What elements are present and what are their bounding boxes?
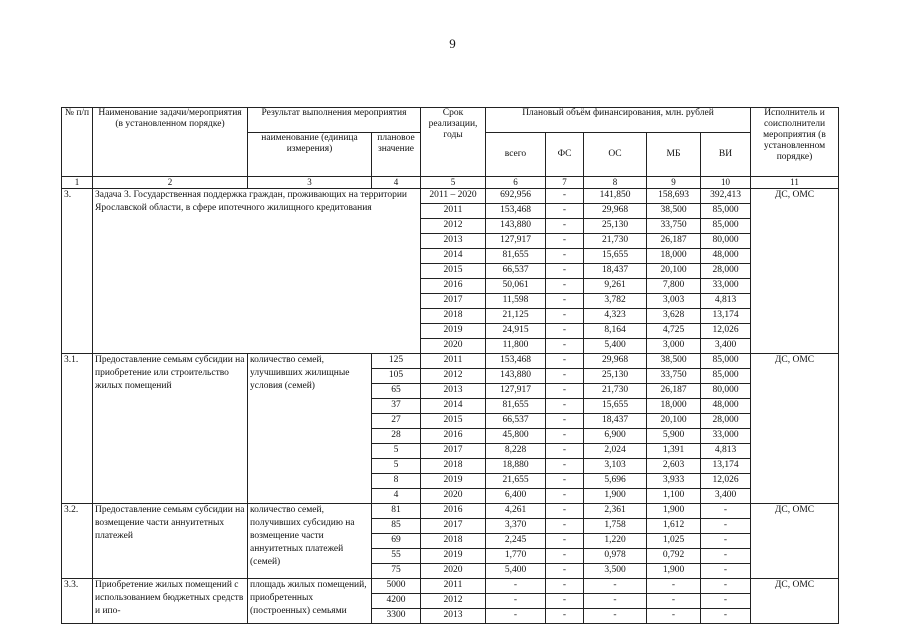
amount-fs: -: [546, 219, 584, 234]
amount-fs: -: [546, 369, 584, 384]
year: 2011: [421, 354, 486, 369]
amount-os: 2,361: [584, 504, 647, 519]
amount-total: 153,468: [486, 204, 546, 219]
amount-mb: 26,187: [647, 234, 701, 249]
amount-vi: 85,000: [701, 369, 751, 384]
amount-mb: 18,000: [647, 249, 701, 264]
amount-total: 81,655: [486, 399, 546, 414]
amount-total: 21,125: [486, 309, 546, 324]
column-number: 9: [647, 177, 701, 189]
executor: ДС, ОМС: [751, 504, 839, 579]
amount-os: 2,024: [584, 444, 647, 459]
year: 2012: [421, 594, 486, 609]
amount-fs: -: [546, 444, 584, 459]
table-row: [62, 504, 839, 519]
amount-os: 4,323: [584, 309, 647, 324]
header-term: Срок реализации, годы: [421, 108, 486, 177]
amount-os: 18,437: [584, 414, 647, 429]
amount-fs: -: [546, 279, 584, 294]
amount-fs: -: [546, 309, 584, 324]
header-total: всего: [486, 133, 546, 177]
amount-total: 24,915: [486, 324, 546, 339]
amount-mb: 38,500: [647, 354, 701, 369]
year: 2012: [421, 369, 486, 384]
amount-mb: 33,750: [647, 369, 701, 384]
amount-os: 25,130: [584, 369, 647, 384]
amount-vi: 33,000: [701, 279, 751, 294]
plan-value: 27: [372, 414, 421, 429]
amount-mb: 3,000: [647, 339, 701, 354]
amount-mb: 1,025: [647, 534, 701, 549]
amount-total: -: [486, 609, 546, 624]
amount-os: 5,696: [584, 474, 647, 489]
amount-os: 15,655: [584, 399, 647, 414]
year: 2020: [421, 564, 486, 579]
column-number: 6: [486, 177, 546, 189]
executor: ДС, ОМС: [751, 189, 839, 354]
year: 2018: [421, 534, 486, 549]
amount-vi: -: [701, 549, 751, 564]
amount-total: 143,880: [486, 369, 546, 384]
amount-mb: 1,612: [647, 519, 701, 534]
amount-mb: 1,900: [647, 564, 701, 579]
amount-os: 5,400: [584, 339, 647, 354]
amount-mb: 1,100: [647, 489, 701, 504]
column-number: 1: [62, 177, 93, 189]
year: 2020: [421, 339, 486, 354]
amount-total: -: [486, 594, 546, 609]
amount-fs: -: [546, 609, 584, 624]
financing-table: [61, 107, 839, 624]
table-row: [62, 579, 839, 594]
amount-total: 143,880: [486, 219, 546, 234]
amount-mb: 158,693: [647, 189, 701, 204]
amount-mb: 3,003: [647, 294, 701, 309]
amount-vi: -: [701, 534, 751, 549]
plan-value: 75: [372, 564, 421, 579]
amount-fs: -: [546, 399, 584, 414]
year: 2019: [421, 324, 486, 339]
amount-os: 1,220: [584, 534, 647, 549]
header-fs: ФС: [546, 133, 584, 177]
amount-vi: 3,400: [701, 339, 751, 354]
result-name: количество семей, улучшивших жилищные условия (семей): [248, 354, 372, 504]
amount-vi: 33,000: [701, 429, 751, 444]
amount-os: 29,968: [584, 204, 647, 219]
column-number: 4: [372, 177, 421, 189]
amount-total: 18,880: [486, 459, 546, 474]
amount-total: 11,598: [486, 294, 546, 309]
amount-vi: 28,000: [701, 264, 751, 279]
amount-os: -: [584, 579, 647, 594]
amount-vi: 48,000: [701, 249, 751, 264]
amount-fs: -: [546, 594, 584, 609]
row-number: 3.1.: [62, 354, 93, 504]
year: 2012: [421, 219, 486, 234]
executor: ДС, ОМС: [751, 354, 839, 504]
column-number-row: [62, 177, 839, 189]
year: 2016: [421, 429, 486, 444]
row-number: 3.2.: [62, 504, 93, 579]
amount-total: 66,537: [486, 264, 546, 279]
amount-vi: -: [701, 609, 751, 624]
amount-total: 50,061: [486, 279, 546, 294]
year: 2017: [421, 444, 486, 459]
column-number: 11: [751, 177, 839, 189]
year: 2013: [421, 234, 486, 249]
amount-os: 3,500: [584, 564, 647, 579]
plan-value: 125: [372, 354, 421, 369]
amount-os: 8,164: [584, 324, 647, 339]
header-num: № п/п: [62, 108, 93, 177]
amount-total: 127,917: [486, 384, 546, 399]
amount-vi: 13,174: [701, 459, 751, 474]
amount-mb: 1,900: [647, 504, 701, 519]
amount-mb: 0,792: [647, 549, 701, 564]
amount-mb: 3,933: [647, 474, 701, 489]
amount-mb: 20,100: [647, 264, 701, 279]
amount-mb: 26,187: [647, 384, 701, 399]
header-mb: МБ: [647, 133, 701, 177]
column-number: 7: [546, 177, 584, 189]
amount-fs: -: [546, 429, 584, 444]
amount-os: 1,900: [584, 489, 647, 504]
plan-value: 85: [372, 519, 421, 534]
plan-value: 37: [372, 399, 421, 414]
amount-total: 6,400: [486, 489, 546, 504]
amount-total: -: [486, 579, 546, 594]
amount-vi: 85,000: [701, 354, 751, 369]
amount-fs: -: [546, 474, 584, 489]
amount-vi: 4,813: [701, 444, 751, 459]
header-result-name: наименование (единица измерения): [248, 133, 372, 177]
amount-vi: 12,026: [701, 474, 751, 489]
amount-total: 127,917: [486, 234, 546, 249]
amount-total: 3,370: [486, 519, 546, 534]
amount-os: -: [584, 594, 647, 609]
amount-mb: 4,725: [647, 324, 701, 339]
amount-fs: -: [546, 384, 584, 399]
plan-value: 5: [372, 459, 421, 474]
plan-value: 4200: [372, 594, 421, 609]
amount-os: 0,978: [584, 549, 647, 564]
amount-vi: 28,000: [701, 414, 751, 429]
amount-fs: -: [546, 459, 584, 474]
year: 2018: [421, 459, 486, 474]
plan-value: 28: [372, 429, 421, 444]
amount-fs: -: [546, 519, 584, 534]
column-number: 2: [93, 177, 248, 189]
year: 2017: [421, 519, 486, 534]
header-funding: Плановый объём финансирования, млн. рублей: [486, 108, 751, 133]
amount-os: 3,782: [584, 294, 647, 309]
amount-mb: 1,391: [647, 444, 701, 459]
task-name: Предоставление семьям субсидии на приобретение или строительство жилых помещений: [93, 354, 248, 504]
amount-vi: 3,400: [701, 489, 751, 504]
year: 2020: [421, 489, 486, 504]
amount-os: 3,103: [584, 459, 647, 474]
amount-os: 21,730: [584, 384, 647, 399]
amount-mb: 38,500: [647, 204, 701, 219]
amount-total: 2,245: [486, 534, 546, 549]
amount-fs: -: [546, 294, 584, 309]
amount-vi: 4,813: [701, 294, 751, 309]
amount-vi: 80,000: [701, 384, 751, 399]
year: 2014: [421, 399, 486, 414]
header-executor: Исполнитель и соисполнители мероприятия (в установленном порядке): [751, 108, 839, 177]
plan-value: 5: [372, 444, 421, 459]
amount-mb: 3,628: [647, 309, 701, 324]
amount-total: 4,261: [486, 504, 546, 519]
amount-os: 141,850: [584, 189, 647, 204]
amount-mb: 5,900: [647, 429, 701, 444]
amount-os: 18,437: [584, 264, 647, 279]
year: 2019: [421, 549, 486, 564]
plan-value: 105: [372, 369, 421, 384]
amount-os: 9,261: [584, 279, 647, 294]
executor: ДС, ОМС: [751, 579, 839, 624]
year: 2014: [421, 249, 486, 264]
year: 2019: [421, 474, 486, 489]
amount-vi: -: [701, 519, 751, 534]
amount-vi: 85,000: [701, 219, 751, 234]
amount-vi: -: [701, 594, 751, 609]
plan-value: 55: [372, 549, 421, 564]
table-row: [62, 354, 839, 369]
amount-vi: -: [701, 504, 751, 519]
column-number: 8: [584, 177, 647, 189]
amount-os: 1,758: [584, 519, 647, 534]
amount-os: -: [584, 609, 647, 624]
amount-fs: -: [546, 564, 584, 579]
plan-value: 8: [372, 474, 421, 489]
amount-total: 8,228: [486, 444, 546, 459]
amount-mb: 7,800: [647, 279, 701, 294]
row-number: 3.3.: [62, 579, 93, 624]
amount-os: 29,968: [584, 354, 647, 369]
row-number: 3.: [62, 189, 93, 354]
plan-value: 3300: [372, 609, 421, 624]
amount-vi: 85,000: [701, 204, 751, 219]
plan-value: 5000: [372, 579, 421, 594]
plan-value: 4: [372, 489, 421, 504]
header-os: ОС: [584, 133, 647, 177]
amount-os: 6,900: [584, 429, 647, 444]
amount-fs: -: [546, 324, 584, 339]
year: 2011: [421, 579, 486, 594]
year: 2011 – 2020: [421, 189, 486, 204]
amount-os: 15,655: [584, 249, 647, 264]
amount-mb: -: [647, 579, 701, 594]
amount-mb: 18,000: [647, 399, 701, 414]
amount-vi: -: [701, 564, 751, 579]
year: 2016: [421, 279, 486, 294]
result-name: площадь жилых помещений, приобретенных (построенных) семьями: [248, 579, 372, 624]
page-number: 9: [449, 36, 456, 51]
amount-total: 692,956: [486, 189, 546, 204]
amount-fs: -: [546, 534, 584, 549]
amount-fs: -: [546, 249, 584, 264]
amount-os: 25,130: [584, 219, 647, 234]
year: 2011: [421, 204, 486, 219]
header-vi: ВИ: [701, 133, 751, 177]
amount-total: 5,400: [486, 564, 546, 579]
amount-vi: 12,026: [701, 324, 751, 339]
amount-fs: -: [546, 504, 584, 519]
amount-fs: -: [546, 414, 584, 429]
amount-fs: -: [546, 579, 584, 594]
year: 2015: [421, 414, 486, 429]
amount-fs: -: [546, 234, 584, 249]
column-number: 5: [421, 177, 486, 189]
amount-total: 153,468: [486, 354, 546, 369]
amount-fs: -: [546, 339, 584, 354]
column-number: 10: [701, 177, 751, 189]
year: 2013: [421, 384, 486, 399]
header-task: Наименование задачи/мероприятия (в установленном порядке): [93, 108, 248, 177]
plan-value: 81: [372, 504, 421, 519]
amount-fs: -: [546, 189, 584, 204]
plan-value: 69: [372, 534, 421, 549]
column-number: 3: [248, 177, 372, 189]
amount-fs: -: [546, 549, 584, 564]
amount-vi: 80,000: [701, 234, 751, 249]
amount-os: 21,730: [584, 234, 647, 249]
year: 2016: [421, 504, 486, 519]
amount-total: 66,537: [486, 414, 546, 429]
amount-mb: 33,750: [647, 219, 701, 234]
header-result-plan: плановое значение: [372, 133, 421, 177]
amount-fs: -: [546, 264, 584, 279]
amount-total: 11,800: [486, 339, 546, 354]
year: 2017: [421, 294, 486, 309]
task-name: Приобретение жилых помещений с использованием бюджетных средств и ипо-: [93, 579, 248, 624]
amount-vi: -: [701, 579, 751, 594]
amount-mb: -: [647, 594, 701, 609]
amount-vi: 48,000: [701, 399, 751, 414]
amount-fs: -: [546, 204, 584, 219]
amount-mb: -: [647, 609, 701, 624]
amount-vi: 392,413: [701, 189, 751, 204]
header-result: Результат выполнения мероприятия: [248, 108, 421, 133]
task-name: Задача 3. Государственная поддержка граждан, проживающих на территории Ярославской области, в сфере ипотечного жилищного кредитования: [93, 189, 421, 354]
plan-value: 65: [372, 384, 421, 399]
task-name: Предоставление семьям субсидии на возмещение части аннуитетных платежей: [93, 504, 248, 579]
year: 2015: [421, 264, 486, 279]
amount-fs: -: [546, 354, 584, 369]
amount-mb: 20,100: [647, 414, 701, 429]
amount-total: 21,655: [486, 474, 546, 489]
amount-total: 45,800: [486, 429, 546, 444]
amount-fs: -: [546, 489, 584, 504]
year: 2013: [421, 609, 486, 624]
amount-total: 1,770: [486, 549, 546, 564]
amount-vi: 13,174: [701, 309, 751, 324]
amount-total: 81,655: [486, 249, 546, 264]
result-name: количество семей, получивших субсидию на возмещение части аннуитетных платежей (семей): [248, 504, 372, 579]
year: 2018: [421, 309, 486, 324]
amount-mb: 2,603: [647, 459, 701, 474]
table-row: [62, 189, 839, 204]
